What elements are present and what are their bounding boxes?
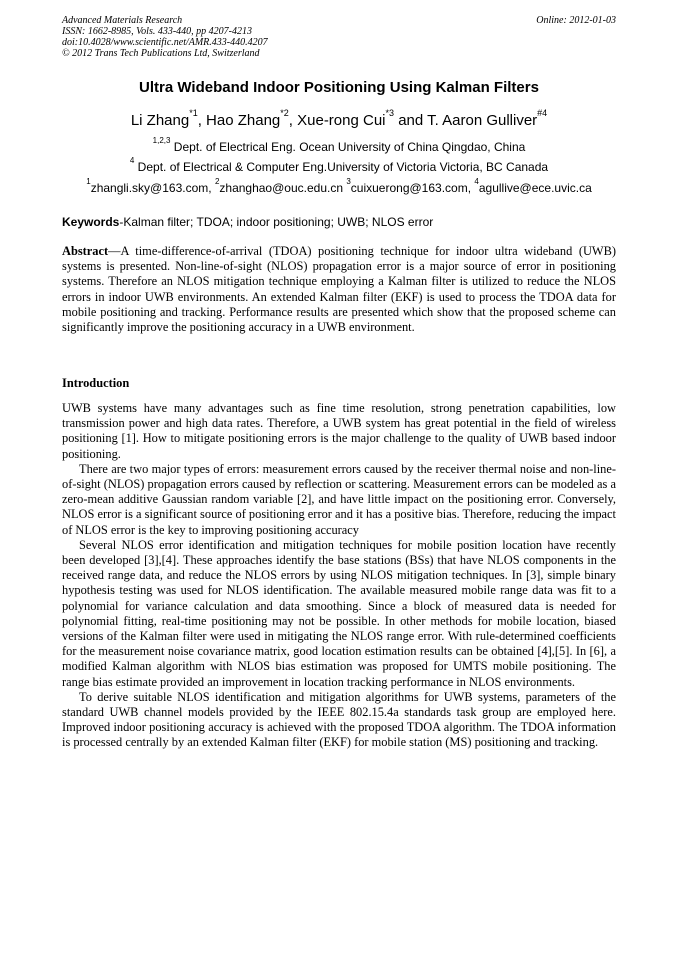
doi-line: doi:10.4028/www.scientific.net/AMR.433-440.4207: [62, 37, 268, 48]
online-date: Online: 2012-01-03: [536, 15, 616, 26]
abstract: [62, 244, 616, 335]
section-heading-introduction: Introduction: [62, 376, 130, 390]
abstract-text: —A time-difference-of-arrival (TDOA) positioning technique for indoor ultra wideband (UWB) systems is presented. Non-line-of-sight (NLOS) propagation error is a major source of error in positioning systems. Therefore an NLOS mitigation technique employing a Kalman filter is utilized to reduce the NLOS errors in indoor UWB environments. An extended Kalman filter (EKF) is used to process the TDOA data for mobile positioning and tracking. Performance results are presented which show that the proposed scheme can significantly improve the positioning accuracy in a UWB environment.: [62, 244, 616, 335]
email-address: zhangli.sky@163.com,: [90, 181, 215, 195]
email-address: agullive@ece.uvic.ca: [478, 181, 592, 195]
author-separator: ,: [288, 112, 298, 129]
author-name: Xue-rong Cui: [297, 112, 386, 129]
paragraph: There are two major types of errors: measurement errors caused by the receiver thermal noise and non-line-of-sight (NLOS) propagation errors caused by reflection or scattering. Measurement errors can be modeled as a zero-mean additive Gaussian random variable [2], and have little impact on the positioning error. Conversely, NLOS error is a significant source of positioning error and it has a positive bias. Therefore, reducing the impact of NLOS error is the key to improving positioning accuracy: [62, 461, 616, 537]
author-separator: ,: [197, 112, 207, 129]
abstract-label: Abstract: [62, 244, 109, 258]
paragraph: To derive suitable NLOS identification and mitigation algorithms for UWB systems, parameters of the standard UWB channel models provided by the IEEE 802.15.4a standards task group are employed here. Improved indoor positioning accuracy is achieved with the proposed TDOA algorithm. The TDOA information is processed centrally by an extended Kalman filter (EKF) for mobile station (MS) positioning and tracking.: [62, 689, 616, 750]
affiliation: [30, 156, 648, 175]
issn-line: ISSN: 1662-8985, Vols. 433-440, pp 4207-4213: [62, 26, 252, 37]
author-list: [62, 108, 616, 131]
affiliation-mark: 1,2,3: [152, 136, 171, 145]
affiliation-text: Dept. of Electrical & Computer Eng.University of Victoria Victoria, BC Canada: [134, 160, 549, 174]
email-address: cuixuerong@163.com,: [350, 181, 475, 195]
email-address: zhanghao@ouc.edu.cn: [219, 181, 347, 195]
author-name: Hao Zhang: [206, 112, 281, 129]
author-mark: *1: [189, 108, 198, 118]
affiliation: [30, 136, 648, 155]
keywords-text: -Kalman filter; TDOA; indoor positioning; UWB; NLOS error: [119, 215, 434, 229]
author-name: T. Aaron Gulliver: [427, 112, 538, 129]
email-mark: 3: [346, 177, 351, 186]
author-mark: *3: [385, 108, 395, 118]
email-mark: 4: [474, 177, 479, 186]
author-mark: *2: [280, 108, 289, 118]
author-separator: and: [394, 112, 428, 129]
affiliation-text: Dept. of Electrical Eng. Ocean University of China Qingdao, China: [170, 140, 526, 154]
author-name: Li Zhang: [130, 112, 190, 129]
journal-name: Advanced Materials Research: [62, 15, 183, 26]
paragraph: UWB systems have many advantages such as fine time resolution, strong penetration capabilities, low transmission power and high data rates. Therefore, a UWB system has great potential in the field of wireless positioning [1]. How to mitigate positioning errors is the major challenge to the quality of UWB based indoor positioning.: [62, 401, 616, 461]
email-list: [30, 177, 648, 196]
introduction-body: [62, 401, 616, 751]
email-mark: 1: [86, 177, 91, 186]
author-mark: #4: [537, 108, 548, 118]
affiliation-mark: 4: [129, 156, 135, 165]
publication-header: [62, 15, 616, 59]
email-mark: 2: [214, 177, 220, 186]
paper-title: Ultra Wideband Indoor Positioning Using Kalman Filters: [139, 79, 539, 96]
keywords-label: Keywords: [62, 215, 120, 229]
keywords: [62, 214, 616, 230]
paragraph: Several NLOS error identification and mitigation techniques for mobile position location have recently been developed [3],[4]. These approaches identify the base stations (BSs) that have NLOS components in the received range data, and reduce the NLOS errors by using NLOS mitigation techniques. In [3], simple binary hypothesis testing was used for NLOS identification. The available measured mobile range data was fit to a polynomial for variance calculation and data smoothing. Since a block of measured data is needed for polynomial fitting, real-time positioning may not be possible. In other methods for mobile location, biased versions of the Kalman filter were used in mitigating the NLOS range error. With rule-determined coefficients for the measurement noise covariance matrix, good location estimation results can be obtained [4],[5]. In [6], a modified Kalman algorithm with NLOS bias estimation was proposed for UMTS mobile positioning. The range bias estimate provided an improvement in location tracking performance in NLOS environments.: [62, 537, 616, 689]
copyright-line: © 2012 Trans Tech Publications Ltd, Switzerland: [62, 48, 260, 59]
